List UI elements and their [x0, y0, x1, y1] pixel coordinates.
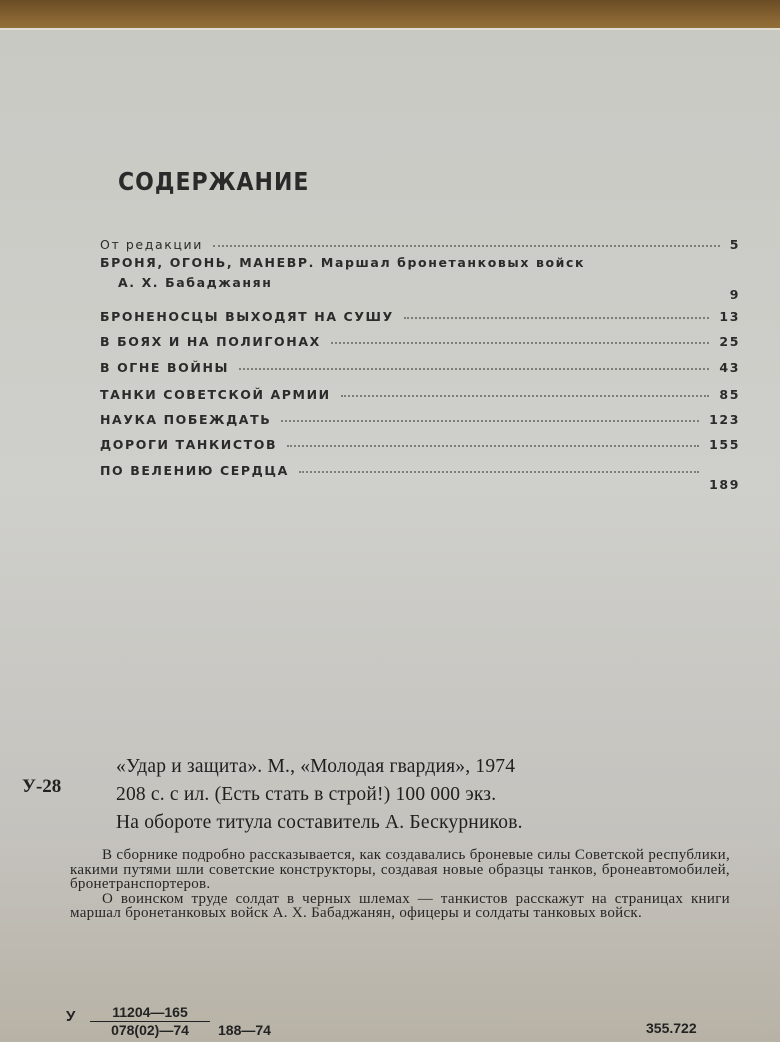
classification-code: У-28 [22, 776, 62, 797]
toc-leader-dots [281, 419, 699, 422]
toc-row [100, 380, 740, 402]
toc-title: БРОНЯ, ОГОНЬ, МАНЕВР. Маршал бронетанковых войск [100, 255, 586, 270]
toc-title: ПО ВЕЛЕНИЮ СЕРДЦА [100, 463, 289, 478]
footer-numerator: 11204—165 [90, 1004, 210, 1022]
toc-leader-dots [287, 444, 699, 447]
footer-fraction [90, 1004, 210, 1038]
toc-row [100, 327, 740, 349]
toc-page: 25 [719, 334, 740, 349]
annotation-paragraph: В сборнике подробно рассказывается, как создавались броневые силы Советской республики, какими путями шли советские конструкторы, создавая новые образцы танков, бронеавтомобилей, бронетранспортеров. [70, 847, 730, 892]
toc-leader-dots [341, 394, 710, 397]
toc-title: ТАНКИ СОВЕТСКОЙ АРМИИ [100, 387, 331, 402]
biblio-line-1: «Удар и защита». М., «Молодая гвардия», 1974 [116, 756, 516, 777]
toc-page: 123 [709, 412, 740, 427]
toc-leader-dots [331, 341, 710, 344]
toc-title: От редакции [100, 237, 203, 252]
contents-heading: СОДЕРЖАНИЕ [118, 168, 310, 197]
toc-row [100, 230, 740, 252]
toc-leader-dots [299, 470, 699, 473]
toc-title: НАУКА ПОБЕЖДАТЬ [100, 412, 272, 427]
toc-page: 43 [719, 360, 740, 375]
toc-page: 155 [709, 437, 740, 452]
footer-letter: У [66, 1008, 76, 1025]
toc-row [100, 430, 740, 452]
toc-leader-dots [404, 316, 710, 319]
footer-suffix: 188—74 [218, 1022, 271, 1038]
annotation [70, 848, 730, 921]
udc-code: 355.722 [646, 1020, 697, 1036]
toc-row [100, 456, 740, 492]
toc-page: 13 [719, 309, 740, 324]
annotation-paragraph: О воинском труде солдат в черных шлемах — танкистов расскажут на страницах книги маршал бронетанковых войск А. Х. Бабаджанян, офицеры и солдаты танковых войск. [70, 890, 730, 921]
toc-page: 85 [719, 387, 740, 402]
toc-row [100, 353, 740, 375]
toc-leader-dots [239, 367, 709, 370]
toc-row [100, 405, 740, 427]
biblio-line-3: На обороте титула составитель А. Бескурников. [116, 812, 523, 833]
book-page [0, 28, 780, 1042]
footer-denominator: 078(02)—74 [111, 1022, 189, 1038]
toc-page: 9 [729, 287, 740, 302]
toc-row [100, 268, 740, 302]
biblio-line-2: 208 с. с ил. (Есть стать в строй!) 100 000 экз. [116, 784, 497, 805]
toc-row [100, 302, 740, 324]
toc-title: ДОРОГИ ТАНКИСТОВ [100, 437, 278, 452]
toc-page: 189 [709, 477, 740, 492]
toc-page: 5 [729, 237, 740, 252]
toc-title: В БОЯХ И НА ПОЛИГОНАХ [100, 334, 321, 349]
toc-leader-dots [213, 244, 720, 247]
toc-title: БРОНЕНОСЦЫ ВЫХОДЯТ НА СУШУ [100, 309, 394, 324]
toc-subtitle: А. Х. Бабаджанян [118, 275, 273, 290]
toc-title: В ОГНЕ ВОЙНЫ [100, 360, 230, 375]
